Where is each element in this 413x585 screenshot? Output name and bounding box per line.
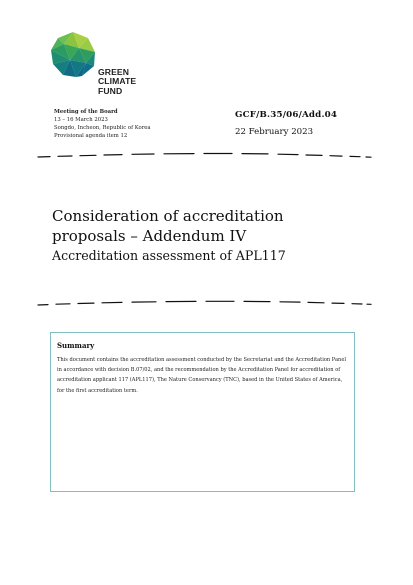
document-symbol: GCF/B.35/06/Add.04	[235, 110, 338, 120]
gcf-globe-icon	[48, 30, 98, 80]
document-reference	[235, 110, 337, 137]
logo-line-fund: FUND	[98, 85, 123, 96]
divider-bottom	[36, 297, 372, 307]
meeting-location: Songdo, Incheon, Republic of Korea	[54, 125, 151, 132]
meeting-dates: 13 – 16 March 2023	[54, 117, 108, 124]
logo-line-green: GREEN	[98, 67, 130, 77]
summary-box	[50, 332, 355, 492]
logo-line-climate: CLIMATE	[98, 76, 137, 87]
gcf-logo	[48, 30, 148, 100]
title-block	[52, 206, 372, 264]
summary-text: This document contains the accreditation assessment conducted by the Secretariat and the Accreditation Panel in accordance with decision B.07/02, and the recommendation by the Accreditation Panel for accreditation of accreditation applicant 117 (APL117), The Nature Conservancy (TNC), based in the United States of America, for the first accreditation term.	[57, 357, 346, 394]
gcf-wordmark	[98, 68, 136, 96]
title-line-1: Consideration of accreditation	[52, 207, 284, 225]
summary-heading: Summary	[57, 341, 95, 350]
document-date: 22 February 2023	[235, 127, 314, 137]
document-subtitle: Accreditation assessment of APL117	[52, 248, 286, 263]
meeting-name: Meeting of the Board	[54, 109, 118, 115]
meeting-info	[54, 108, 151, 140]
title-line-2: proposals – Addendum IV	[52, 227, 247, 245]
document-title	[52, 206, 372, 246]
agenda-item: Provisional agenda item 12	[54, 133, 128, 140]
divider-top	[36, 150, 372, 160]
